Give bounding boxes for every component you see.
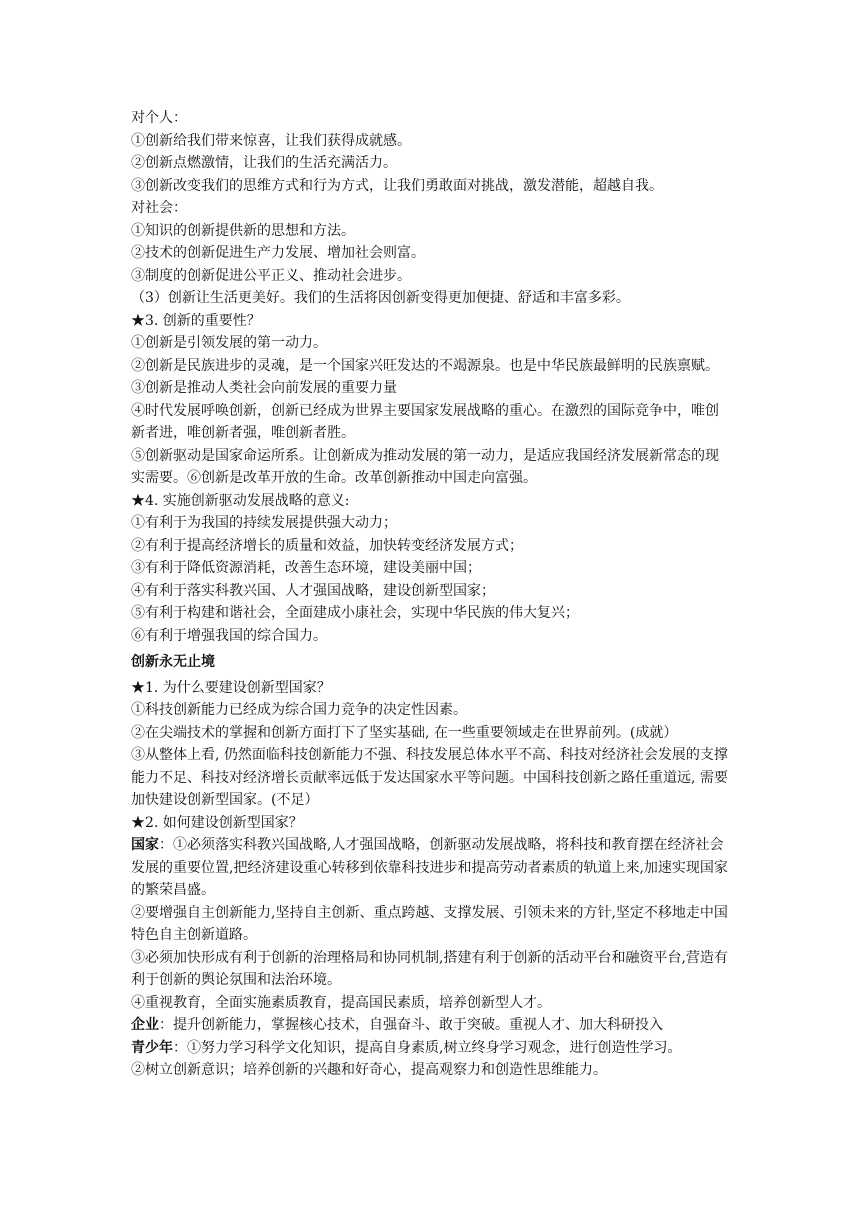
text-line: ⑤创新驱动是国家命运所系。让创新成为推动发展的第一动力，是适应我国经济发展新常态的现实需要。⑥创新是改革开放的生命。改革创新推动中国走向富强。 <box>131 447 719 486</box>
text-line: ②有利于提高经济增长的质量和效益，加快转变经济发展方式； <box>131 537 523 554</box>
text-line: ④时代发展呼唤创新，创新已经成为世界主要国家发展战略的重心。在激烈的国际竞争中，唯创新者进，唯创新者强，唯创新者胜。 <box>131 402 719 441</box>
text-line: ⑤有利于构建和谐社会，全面建成小康社会，实现中华民族的伟大复兴； <box>131 605 579 621</box>
country-text: ：①必须落实科教兴国战略,人才强国战略，创新驱动发展战略，将科技和教育摆在经济社会发展的重要位置,把经济建设重心转移到依靠科技进步和提高劳动者素质的轨道上来,加速实现国家的繁荣昌盛。 <box>131 837 728 898</box>
text-line: ③从整体上看, 仍然面临科技创新能力不强、科技发展总体水平不高、科技对经济社会发展的支撑能力不足、科技对经济增长贡献率远低于发达国家水平等问题。中国科技创新之路任重道远, 需要加快建设创新型国家。(不足） <box>131 747 728 808</box>
text-line: 对社会： <box>131 200 187 216</box>
section-heading: 创新永无止境 <box>131 654 215 670</box>
youth-text: ：①努力学习科学文化知识，提高自身素质,树立终身学习观念，进行创造性学习。 <box>173 1039 682 1056</box>
question-heading: ★1. 为什么要建设创新型国家？ <box>131 679 331 696</box>
country-paragraph <box>131 834 731 902</box>
enterprise-label: 企业 <box>131 1017 159 1033</box>
text-line: ②在尖端技术的掌握和创新方面打下了坚实基础, 在一些重要领域走在世界前列。(成就） <box>131 724 678 741</box>
text-line: ②树立创新意识；培养创新的兴趣和好奇心，提高观察力和创造性思维能力。 <box>131 1062 607 1078</box>
enterprise-paragraph <box>131 1014 731 1037</box>
text-line: 对个人： <box>131 110 187 126</box>
enterprise-text: ：提升创新能力，掌握核心技术，自强奋斗、敢于突破。重视人才、加大科研投入 <box>159 1017 663 1033</box>
text-line: ②技术的创新促进生产力发展、增加社会则富。 <box>131 245 425 261</box>
text-line: ③制度的创新促进公平正义、推动社会进步。 <box>131 267 411 284</box>
text-line: ④有利于落实科教兴国、人才强国战略，建设创新型国家； <box>131 582 495 599</box>
text-line: ⑥有利于增强我国的综合国力。 <box>131 627 327 644</box>
question-heading: ★2. 如何建设创新型国家？ <box>131 814 303 831</box>
text-line: （3）创新让生活更美好。我们的生活将因创新变得更加便捷、舒适和丰富多彩。 <box>131 290 630 306</box>
youth-label: 青少年 <box>131 1039 173 1056</box>
youth-paragraph <box>131 1037 731 1060</box>
text-line: ①科技创新能力已经成为综合国力竞争的决定性因素。 <box>131 702 467 718</box>
text-line: ②创新点燃激情，让我们的生活充满活力。 <box>131 155 397 171</box>
text-line: ③有利于降低资源消耗，改善生态环境，建设美丽中国； <box>131 560 481 576</box>
question-heading: ★4. 实施创新驱动发展战略的意义: <box>131 492 350 509</box>
text-line: ③创新是推动人类社会向前发展的重要力量 <box>131 380 397 396</box>
text-line: ①有利于为我国的持续发展提供强大动力； <box>131 515 397 531</box>
text-line: ②创新是民族进步的灵魂，是一个国家兴旺发达的不竭源泉。也是中华民族最鲜明的民族禀赋。 <box>131 357 719 374</box>
text-line: ①创新是引领发展的第一动力。 <box>131 335 327 351</box>
text-line: ①知识的创新提供新的思想和方法。 <box>131 222 355 239</box>
text-line: ③创新改变我们的思维方式和行为方式，让我们勇敢面对挑战，激发潜能，超越自我。 <box>131 177 663 194</box>
text-line: ③必须加快形成有利于创新的治理格局和协同机制,搭建有利于创新的活动平台和融资平台,营造有利于创新的舆论氛围和法治环境。 <box>131 949 728 988</box>
text-line: ①创新给我们带来惊喜，让我们获得成就感。 <box>131 132 411 149</box>
country-label: 国家 <box>131 837 159 853</box>
text-line: ④重视教育，全面实施素质教育，提高国民素质，培养创新型人才。 <box>131 994 551 1011</box>
document-page <box>131 107 731 1082</box>
text-line: ②要增强自主创新能力,坚持自主创新、重点跨越、支撑发展、引领未来的方针,坚定不移地走中国特色自主创新道路。 <box>131 904 728 943</box>
question-heading: ★3. 创新的重要性？ <box>131 312 261 329</box>
